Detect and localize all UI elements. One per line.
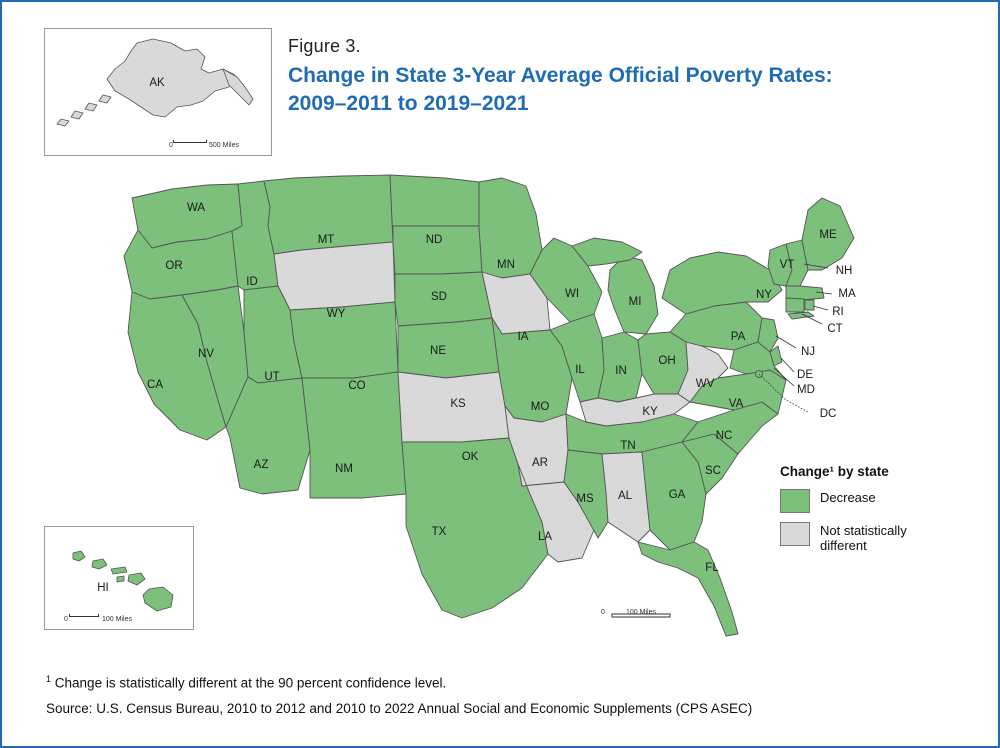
label-CA: CA xyxy=(147,379,163,391)
label-RI: RI xyxy=(832,306,844,318)
legend-swatch-decrease xyxy=(780,489,810,513)
hawaii-scale-zero: 0 xyxy=(64,616,68,623)
label-LA: LA xyxy=(537,531,553,543)
label-SC: SC xyxy=(705,465,721,477)
label-KS: KS xyxy=(450,398,466,410)
main-scale-text: 100 Miles xyxy=(626,609,656,616)
aleutian-1 xyxy=(99,95,111,103)
label-IA: IA xyxy=(517,331,529,343)
state-OK[interactable] xyxy=(398,372,509,442)
label-TN: TN xyxy=(620,440,636,452)
source-note: Source: U.S. Census Bureau, 2010 to 2012 and 2010 to 2022 Annual Social and Economic Supplements (CPS ASEC) xyxy=(46,701,753,716)
main-scale-zero: 0 xyxy=(601,609,605,616)
label-NH: NH xyxy=(835,265,853,277)
figure-title-line1: Change in State 3-Year Average Official Poverty Rates: xyxy=(288,64,833,87)
state-CO[interactable] xyxy=(290,302,398,378)
label-SD: SD xyxy=(431,291,447,303)
state-MT[interactable] xyxy=(264,175,393,254)
label-AR: AR xyxy=(532,457,548,469)
label-TX: TX xyxy=(431,526,447,538)
label-WI: WI xyxy=(564,288,580,300)
label-DC: DC xyxy=(819,408,837,420)
label-NV: NV xyxy=(198,348,214,360)
label-MN: MN xyxy=(497,259,515,271)
hawaii-inset xyxy=(44,526,194,630)
state-NM[interactable] xyxy=(302,372,406,498)
state-OH[interactable] xyxy=(638,332,688,394)
label-AK: AK xyxy=(149,77,165,89)
label-ND: ND xyxy=(425,234,443,246)
hawaii-molokai[interactable] xyxy=(111,567,127,574)
state-IN[interactable] xyxy=(598,332,642,402)
legend xyxy=(780,464,980,563)
label-MD: MD xyxy=(797,384,815,396)
state-ME[interactable] xyxy=(802,198,854,270)
label-NC: NC xyxy=(715,430,733,442)
leader-de xyxy=(781,358,794,372)
footnote-marker: 1 xyxy=(46,674,52,685)
label-NE: NE xyxy=(430,345,446,357)
hawaii-maui[interactable] xyxy=(128,573,145,585)
figure-number: Figure 3. xyxy=(288,36,361,56)
label-DE: DE xyxy=(797,369,813,381)
legend-title: Change¹ by state xyxy=(780,464,889,479)
legend-item-not-different[interactable] xyxy=(780,522,980,554)
label-AL: AL xyxy=(617,490,633,502)
label-MO: MO xyxy=(530,401,550,413)
label-WY: WY xyxy=(326,308,346,320)
footnote xyxy=(46,673,446,694)
alaska-inset xyxy=(44,28,272,156)
label-IL: IL xyxy=(575,364,585,376)
label-NY: NY xyxy=(756,289,772,301)
label-KY: KY xyxy=(642,406,658,418)
label-CO: CO xyxy=(348,380,366,392)
aleutian-3 xyxy=(71,111,83,119)
label-FL: FL xyxy=(705,562,719,574)
label-GA: GA xyxy=(668,489,686,501)
state-CT[interactable] xyxy=(786,298,804,312)
state-WY[interactable] xyxy=(274,242,395,310)
hawaii-scale-bar xyxy=(69,614,99,617)
label-MT: MT xyxy=(317,234,335,246)
aleutian-2 xyxy=(85,103,97,111)
label-MA: MA xyxy=(838,288,856,300)
label-MS: MS xyxy=(576,493,594,505)
hawaii-oahu[interactable] xyxy=(92,559,107,569)
label-CT: CT xyxy=(827,323,843,335)
leader-nj xyxy=(776,336,796,348)
legend-swatch-not-different xyxy=(780,522,810,546)
hawaii-scale-text: 100 Miles xyxy=(102,616,132,623)
state-NE[interactable] xyxy=(395,272,492,326)
label-ME: ME xyxy=(819,229,837,241)
alaska-scale-zero: 0 xyxy=(169,142,173,149)
label-VT: VT xyxy=(779,259,795,271)
label-OK: OK xyxy=(461,451,479,463)
label-NM: NM xyxy=(335,463,353,475)
state-KS[interactable] xyxy=(398,318,499,378)
label-ID: ID xyxy=(246,276,258,288)
state-MN[interactable] xyxy=(479,178,542,278)
label-UT: UT xyxy=(264,371,280,383)
figure-title-line2: 2009–2011 to 2019–2021 xyxy=(288,91,529,115)
hawaii-kauai[interactable] xyxy=(73,551,85,561)
state-SD[interactable] xyxy=(393,226,482,274)
footnote-text: Change is statistically different at the 90 percent confidence level. xyxy=(54,675,447,691)
state-HI[interactable] xyxy=(143,587,173,611)
label-HI: HI xyxy=(97,582,109,594)
label-MI: MI xyxy=(628,296,642,308)
alaska-scale-bar xyxy=(173,140,207,143)
label-WA: WA xyxy=(186,202,206,214)
state-AK[interactable] xyxy=(107,39,235,117)
label-NJ: NJ xyxy=(800,346,816,358)
aleutian-4 xyxy=(57,119,69,126)
label-PA: PA xyxy=(730,331,746,343)
alaska-scale-text: 500 Miles xyxy=(209,142,239,149)
legend-label-not-different: Not statistically different xyxy=(820,523,907,553)
label-VA: VA xyxy=(728,398,744,410)
legend-label-decrease: Decrease xyxy=(820,490,876,505)
hawaii-lanai[interactable] xyxy=(117,576,124,582)
state-NY[interactable] xyxy=(662,252,782,314)
label-WV: WV xyxy=(695,378,715,390)
state-RI[interactable] xyxy=(805,300,814,310)
legend-item-decrease[interactable] xyxy=(780,489,980,513)
label-OH: OH xyxy=(658,355,676,367)
leader-ri xyxy=(813,306,828,310)
label-AZ: AZ xyxy=(253,459,269,471)
state-AL[interactable] xyxy=(602,452,650,542)
label-IN: IN xyxy=(615,365,627,377)
state-FL[interactable] xyxy=(638,542,738,636)
label-OR: OR xyxy=(165,260,183,272)
state-MI[interactable] xyxy=(608,256,658,334)
